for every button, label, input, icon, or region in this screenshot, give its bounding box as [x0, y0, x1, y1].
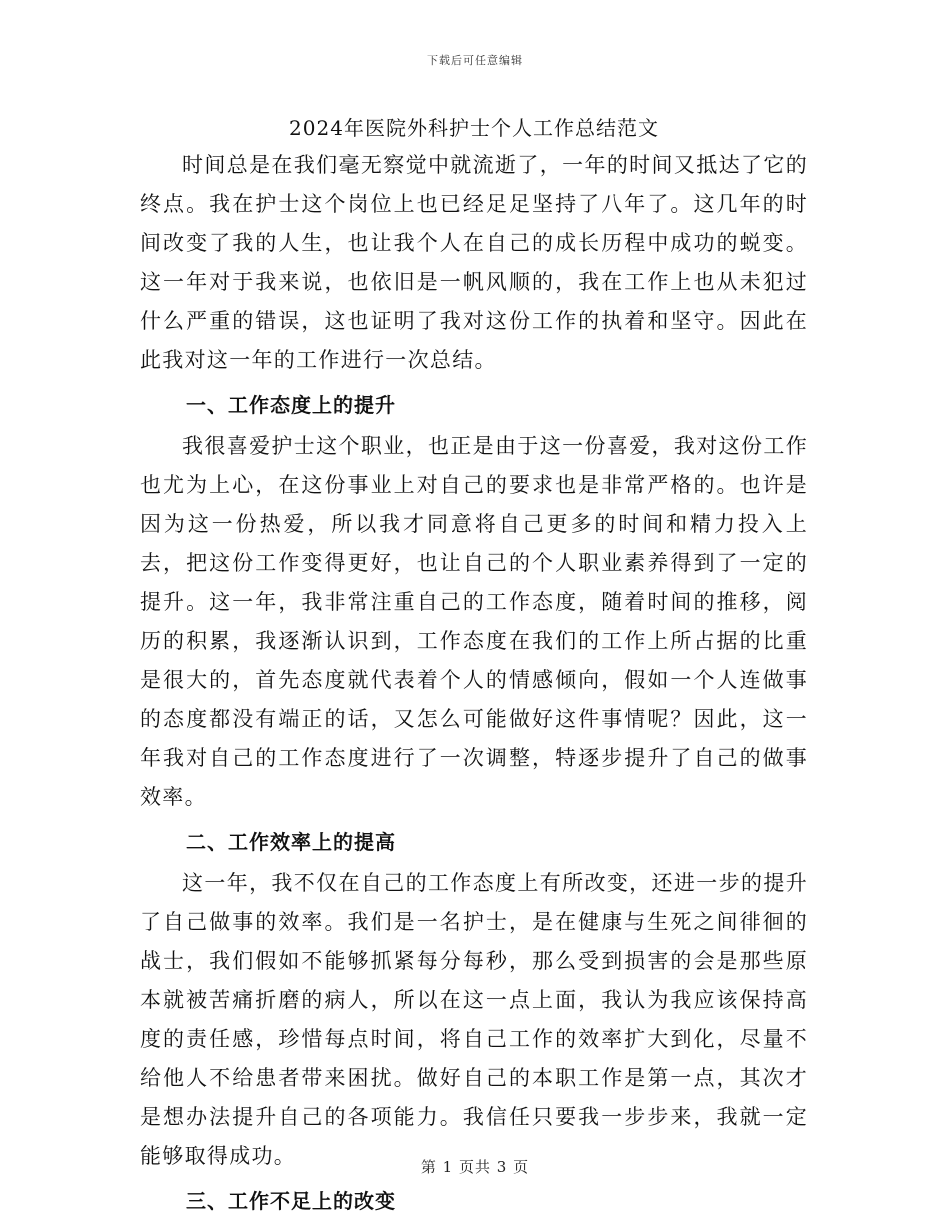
section-paragraph-efficiency: 这一年，我不仅在自己的工作态度上有所改变，还进一步的提升了自己做事的效率。我们是一名护士，是在健康与生死之间徘徊的战士，我们假如不能够抓紧每分每秒，那么受到损害的会是那些原本就被苦痛折磨的病人，所以在这一点上面，我认为我应该保持高度的责任感，珍惜每点时间，将自己工作的效率扩大到化，尽量不给他人不给患者带来困扰。做好自己的本职工作是第一点，其次才是想办法提升自己的各项能力。我信任只要我一步步来，我就一定能够取得成功。 [140, 871, 808, 1168]
page-header-note: 下载后可任意编辑 [427, 54, 523, 67]
section-heading-shortcomings: 三、工作不足上的改变 [186, 1189, 396, 1213]
page-number: 第 1 页共 3 页 [420, 1158, 530, 1176]
section-heading-efficiency: 二、工作效率上的提高 [186, 830, 396, 854]
section-heading-attitude: 一、工作态度上的提升 [186, 393, 396, 417]
section-paragraph-attitude: 我很喜爱护士这个职业，也正是由于这一份喜爱，我对这份工作也尤为上心，在这份事业上对自己的要求也是非常严格的。也许是因为这一份热爱，所以我才同意将自己更多的时间和精力投入上去，把这份工作变得更好，也让自己的个人职业素养得到了一定的提升。这一年，我非常注重自己的工作态度，随着时间的推移，阅历的积累，我逐渐认识到，工作态度在我们的工作上所占据的比重是很大的，首先态度就代表着个人的情感倾向，假如一个人连做事的态度都没有端正的话，又怎么可能做好这件事情呢？因此，这一年我对自己的工作态度进行了一次调整，特逐步提升了自己的做事效率。 [140, 434, 808, 809]
document-body [140, 110, 808, 1223]
document-title: 2024年医院外科护士个人工作总结范文 [289, 116, 659, 140]
intro-paragraph: 时间总是在我们毫无察觉中就流逝了，一年的时间又抵达了它的终点。我在护士这个岗位上也已经足足坚持了八年了。这几年的时间改变了我的人生，也让我个人在自己的成长历程中成功的蜕变。这一年对于我来说，也依旧是一帆风顺的，我在工作上也从未犯过什么严重的错误，这也证明了我对这份工作的执着和坚守。因此在此我对这一年的工作进行一次总结。 [140, 153, 808, 372]
